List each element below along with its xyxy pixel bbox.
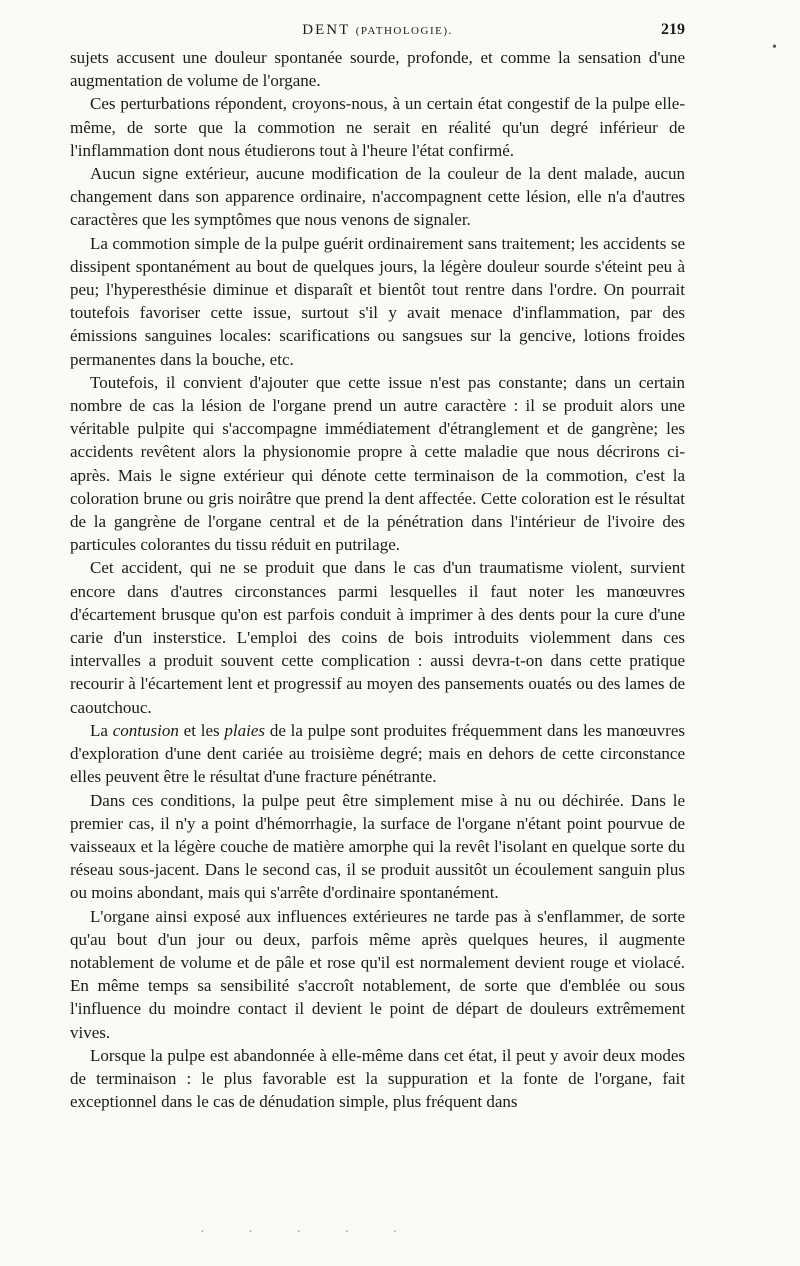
- running-head: [70, 0, 685, 46]
- paragraph-text: et les: [178, 720, 225, 740]
- paragraph-text: Ces perturbations répondent, croyons-nous, à un certain état congestif de la pulpe elle-même, de sorte que la commotion ne serait en réalité qu'un degré inférieur de l'inflammation dont nous étudierons tout à l'heure l'état confirmé.: [70, 94, 685, 160]
- paragraph: [70, 789, 685, 905]
- paragraph-text: Aucun signe extérieur, aucune modification de la couleur de la dent malade, aucun changement dans son apparence ordinaire, n'accompagnent cette lésion, elle n'a d'autres caractères que les symptômes que nous venons de signaler.: [70, 164, 685, 230]
- paragraph-text: sujets accusent une douleur spontanée sourde, profonde, et comme la sensation d'une augmentation de volume de l'organe.: [70, 48, 685, 91]
- book-page: [70, 0, 685, 1113]
- paragraph: [70, 232, 685, 371]
- paragraph: [70, 371, 685, 557]
- paragraph-text: Toutefois, il convient d'ajouter que cette issue n'est pas constante; dans un certain nombre de cas la lésion de l'organe prend un autre caractère : il se produit alors une véritable pulpite qui s'accompagne immédiatement d'étranglement et de gangrène; les accidents revêtent alors la physionomie propre à cette maladie que nous décrirons ci-après. Mais le signe extérieur qui dénote cette terminaison de la commotion, c'est la coloration brune ou gris noirâtre que prend la dent affectée. Cette coloration est le résultat de la gangrène de l'organe central et de la pénétration dans l'intérieur de l'ivoire des particules colorantes du tissu réduit en putrilage.: [70, 372, 685, 555]
- margin-speck: •: [772, 40, 777, 55]
- running-title-main: DENT: [302, 22, 350, 38]
- paragraph: [70, 46, 685, 92]
- paragraph: [70, 1044, 685, 1114]
- page-number: 219: [661, 21, 685, 38]
- footer-specks: · · · · ·: [200, 1225, 418, 1240]
- emphasized-term: plaies: [224, 720, 266, 740]
- running-title: [70, 22, 685, 39]
- body-text: [70, 46, 685, 1113]
- paragraph-text: de la pulpe sont produites fréquemment dans les manœuvres d'exploration d'une dent cariée au troisième degré; mais en dehors de cette circonstance elles peuvent être le résultat d'une fracture pénétrante.: [70, 720, 685, 787]
- running-title-sub: (PATHOLOGIE).: [355, 25, 453, 37]
- paragraph: [70, 162, 685, 232]
- paragraph-text: L'organe ainsi exposé aux influences extérieures ne tarde pas à s'enflammer, de sorte qu'au bout d'un jour ou deux, parfois même après quelques heures, il augmente notablement de volume et de pâle et rose qu'il est normalement devient rouge et violacé. En même temps sa sensibilité s'accroît notablement, de sorte que d'emblée ou sous l'influence du moindre contact il devient le point de départ de douleurs extrêmement vives.: [70, 906, 685, 1042]
- paragraph-text: La commotion simple de la pulpe guérit ordinairement sans traitement; les accidents se dissipent spontanément au bout de quelques jours, la légère douleur sourde s'éteint peu à peu; l'hyperesthésie diminue et disparaît et bientôt tout rentre dans l'ordre. On pourrait toutefois favoriser cette issue, surtout s'il y avait menace d'inflammation, par des émissions sanguines locales: scarifications ou sangsues sur la gencive, lotions froides permanentes dans la bouche, etc.: [70, 233, 685, 369]
- paragraph: [70, 719, 685, 789]
- paragraph-text: La: [90, 720, 113, 740]
- paragraph-text: Dans ces conditions, la pulpe peut être simplement mise à nu ou déchirée. Dans le premier cas, il n'y a point d'hémorrhagie, la surface de l'organe n'étant point pourvue de vaisseaux et la légère couche de matière amorphe qui la revêt l'isolant en quelque sorte du réseau sous-jacent. Dans le second cas, il se produit aussitôt un écoulement sanguin plus ou moins abondant, mais qui s'arrête d'ordinaire spontanément.: [70, 790, 685, 903]
- paragraph-text: Cet accident, qui ne se produit que dans le cas d'un traumatisme violent, survient encore dans d'autres circonstances parmi lesquelles il faut noter les manœuvres d'écartement brusque qu'on est parfois conduit à imprimer à des dents pour la cure d'une carie d'un insterstice. L'emploi des coins de bois introduits violemment dans ces intervalles a produit souvent cette complication : aussi devra-t-on dans cette pratique recourir à l'écartement lent et progressif au moyen des pansements ouatés ou des lames de caoutchouc.: [70, 558, 685, 717]
- emphasized-term: contusion: [112, 720, 179, 740]
- paragraph-text: Lorsque la pulpe est abandonnée à elle-même dans cet état, il peut y avoir deux modes de terminaison : le plus favorable est la suppuration et la fonte de l'organe, fait exceptionnel dans le cas de dénudation simple, plus fréquent dans: [70, 1045, 685, 1112]
- paragraph: [70, 905, 685, 1044]
- paragraph: [70, 92, 685, 162]
- paragraph: [70, 556, 685, 718]
